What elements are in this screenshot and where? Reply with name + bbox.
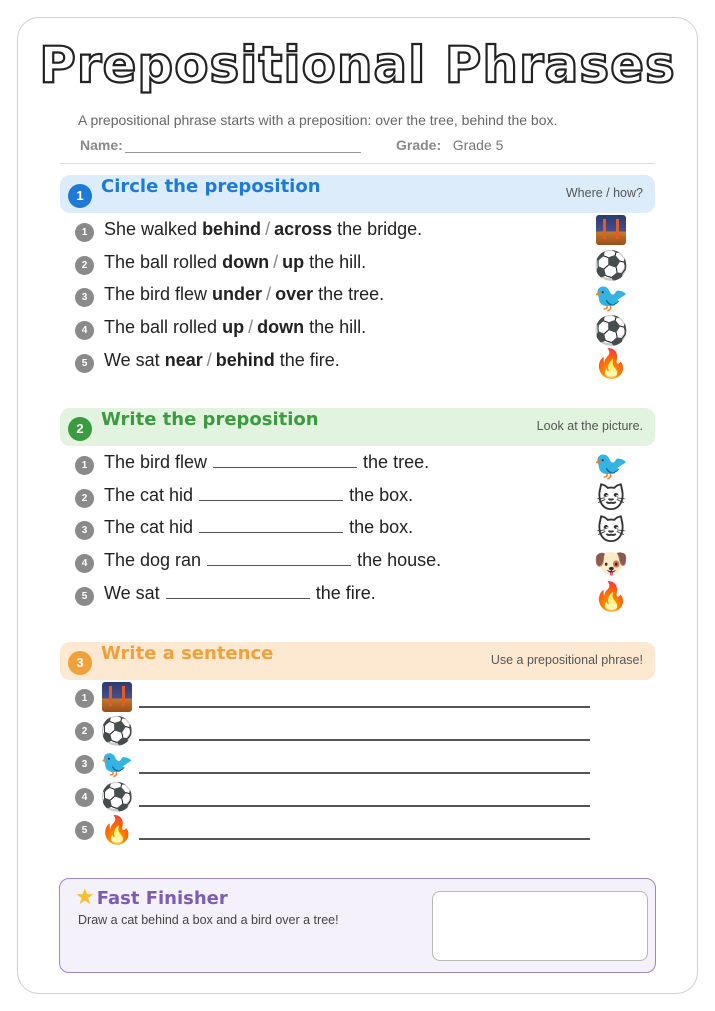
question-text: She walked behind / across the bridge. (104, 219, 423, 239)
choice-b[interactable]: down (257, 317, 305, 338)
writing-line[interactable] (139, 838, 590, 840)
fire-icon: 🔥 (100, 815, 134, 846)
question-text: The cat hid the box. (104, 484, 414, 505)
choice-a[interactable]: behind (202, 219, 262, 239)
section-hint: Look at the picture. (536, 419, 643, 433)
sentence-row (75, 684, 595, 716)
choice-a[interactable]: under (212, 284, 263, 305)
grade-field (396, 137, 503, 153)
grade-value: Grade 5 (452, 137, 504, 153)
choice-b[interactable]: up (282, 251, 305, 272)
bridge-icon (593, 215, 629, 251)
answer-blank[interactable] (199, 487, 343, 501)
section-3-header (60, 642, 655, 680)
question-number: 1 (75, 456, 94, 475)
choice-a[interactable]: near (164, 349, 203, 370)
star-icon: ★ (75, 885, 95, 910)
question-row (75, 547, 635, 581)
soccer-ball-icon: ⚽ (593, 248, 629, 282)
bridge-icon (100, 682, 134, 716)
choice-b[interactable]: behind (215, 349, 275, 370)
question-number: 3 (75, 521, 94, 540)
writing-line[interactable] (139, 706, 590, 708)
name-label: Name: (80, 137, 123, 153)
answer-blank[interactable] (207, 552, 351, 566)
section-title: Write the preposition (101, 409, 319, 430)
question-text: We sat near / behind the fire. (104, 349, 340, 370)
question-row (75, 248, 635, 282)
question-text: The bird flew under / over the tree. (104, 284, 385, 305)
question-row (75, 514, 635, 548)
question-row (75, 281, 635, 315)
section-title: Circle the preposition (101, 176, 321, 197)
sentence-row (75, 717, 595, 749)
choice-a[interactable]: down (222, 251, 270, 272)
soccer-ball-icon: ⚽ (100, 716, 134, 747)
answer-blank[interactable] (166, 585, 310, 599)
question-row (75, 481, 635, 515)
question-number: 4 (75, 788, 94, 807)
dog-icon: 🐶 (593, 547, 629, 581)
answer-blank[interactable] (199, 519, 343, 533)
question-text: The dog ran the house. (104, 550, 442, 571)
name-field[interactable] (80, 137, 361, 153)
bird-icon: 🐦 (593, 449, 629, 482)
question-number: 5 (75, 821, 94, 840)
section-title: Write a sentence (101, 643, 274, 664)
sentence-row (75, 750, 595, 782)
section-hint: Use a prepositional phrase! (490, 653, 643, 667)
soccer-ball-icon: ⚽ (100, 782, 134, 813)
section-hint: Where / how? (565, 186, 643, 200)
section-number: 2 (68, 417, 92, 441)
fast-finisher-box (59, 878, 656, 973)
question-row (75, 579, 635, 613)
name-line[interactable] (125, 137, 361, 153)
soccer-ball-icon: ⚽ (593, 314, 629, 348)
question-number: 5 (75, 587, 94, 606)
writing-line[interactable] (139, 805, 590, 807)
question-row (75, 218, 635, 246)
question-text: We sat the fire. (104, 582, 376, 603)
choice-b[interactable]: across (274, 219, 333, 239)
writing-line[interactable] (139, 772, 590, 774)
question-number: 5 (75, 354, 94, 373)
grade-label: Grade: (396, 137, 442, 153)
bird-icon: 🐦 (593, 281, 629, 315)
header-divider (60, 163, 655, 164)
cat-icon: 🐱 (596, 514, 626, 548)
question-number: 3 (75, 288, 94, 307)
fast-finisher-title: ★ Fast Finisher (75, 885, 228, 910)
question-number: 1 (75, 223, 94, 242)
question-text: The ball rolled up / down the hill. (104, 317, 367, 338)
sentence-row (75, 816, 595, 848)
fire-icon: 🔥 (593, 346, 629, 380)
question-text: The ball rolled down / up the hill. (104, 251, 367, 272)
question-number: 3 (75, 755, 94, 774)
question-row (75, 314, 635, 348)
question-number: 2 (75, 256, 94, 275)
section-number: 3 (68, 651, 92, 675)
writing-line[interactable] (139, 739, 590, 741)
question-number: 2 (75, 722, 94, 741)
question-text: The bird flew the tree. (104, 452, 430, 472)
page-title: Prepositional Phrases (39, 36, 676, 94)
question-row (75, 346, 635, 380)
section-number: 1 (68, 184, 92, 208)
bird-icon: 🐦 (100, 749, 134, 780)
answer-blank[interactable] (213, 454, 357, 468)
question-number: 4 (75, 321, 94, 340)
section-2-header (60, 408, 655, 446)
choice-b[interactable]: over (275, 284, 314, 305)
choice-a[interactable]: up (222, 317, 245, 338)
question-number: 1 (75, 689, 94, 708)
question-text: The cat hid the box. (104, 517, 414, 538)
fire-icon: 🔥 (593, 579, 629, 613)
fast-finisher-instructions: Draw a cat behind a box and a bird over a tree! (78, 913, 339, 927)
section-1-header (60, 175, 655, 213)
page-subtitle: A prepositional phrase starts with a preposition: over the tree, behind the box. (78, 112, 558, 128)
question-number: 2 (75, 489, 94, 508)
cat-icon: 🐱 (596, 481, 626, 515)
sentence-row (75, 783, 595, 815)
question-number: 4 (75, 554, 94, 573)
drawing-box[interactable] (432, 891, 648, 961)
question-row (75, 449, 635, 482)
